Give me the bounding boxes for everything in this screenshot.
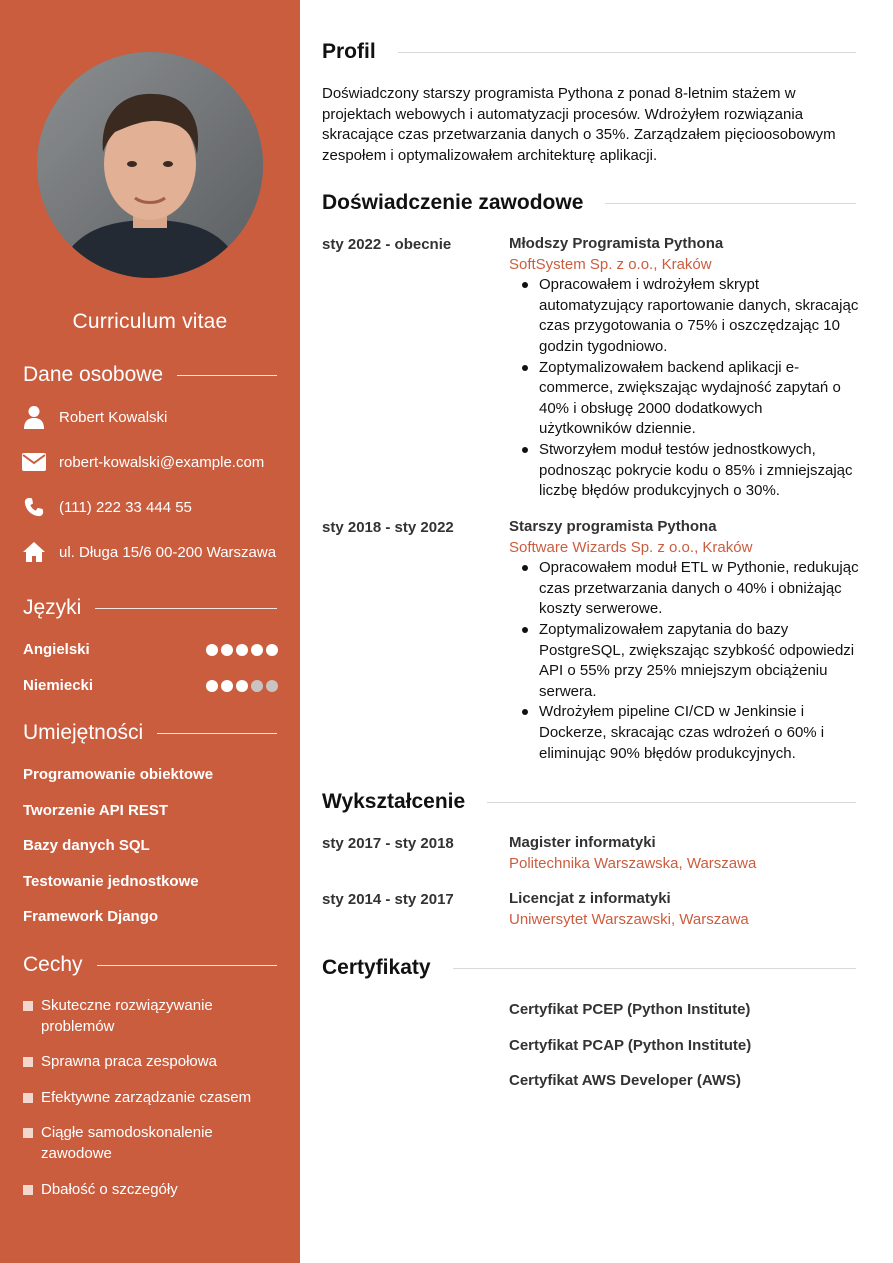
skill-item: Tworzenie API REST xyxy=(23,802,169,819)
education-section-title xyxy=(322,790,856,814)
skill-item: Programowanie obiektowe xyxy=(23,766,214,783)
divider xyxy=(453,968,856,969)
divider xyxy=(95,608,277,609)
language-name: Niemiecki xyxy=(23,677,94,694)
education-date: sty 2014 - sty 2017 xyxy=(322,891,454,908)
achievement-item: Wdrożyłem pipeline CI/CD w Jenkinsie i Dockerze, skracając czas wdrożeń o 60% i eliminując 90% błędów produkcyjnych. xyxy=(509,702,859,764)
contact-address xyxy=(22,540,276,564)
divider xyxy=(487,802,856,803)
square-bullet-icon xyxy=(23,1001,33,1011)
trait-text: Dbałość o szczegóły xyxy=(41,1181,178,1198)
square-bullet-icon xyxy=(23,1128,33,1138)
languages-section-title xyxy=(23,596,277,620)
certificate-item: Certyfikat AWS Developer (AWS) xyxy=(509,1072,741,1089)
trait-text: Skuteczne rozwiązywanie problemów xyxy=(41,997,213,1035)
school: Uniwersytet Warszawski, Warszawa xyxy=(509,910,749,928)
degree: Licencjat z informatyki xyxy=(509,890,671,907)
contact-email-text[interactable]: robert-kowalski@example.com xyxy=(59,453,265,471)
traits-section-title xyxy=(23,953,277,977)
trait-item xyxy=(23,1088,273,1109)
trait-item xyxy=(23,996,273,1037)
skill-item: Testowanie jednostkowe xyxy=(23,873,199,890)
profile-photo xyxy=(37,52,263,278)
divider xyxy=(398,52,856,53)
personal-title-text: Dane osobowe xyxy=(23,363,164,386)
trait-item xyxy=(23,1052,273,1073)
trait-text: Ciągłe samodoskonalenie zawodowe xyxy=(41,1124,213,1162)
experience-entry xyxy=(509,234,859,502)
language-level-dots xyxy=(206,644,278,656)
job-achievements xyxy=(509,275,859,502)
home-icon xyxy=(22,540,46,564)
job-role: Starszy programista Pythona xyxy=(509,518,717,535)
divider xyxy=(157,733,277,734)
phone-icon xyxy=(22,495,46,519)
skills-section-title xyxy=(23,721,277,745)
contact-email[interactable] xyxy=(22,450,264,474)
certificates-title-text: Certyfikaty xyxy=(322,956,431,979)
certificates-section-title xyxy=(322,956,856,980)
language-level-dots xyxy=(206,680,278,692)
skills-title-text: Umiejętności xyxy=(23,721,144,744)
achievement-item: Zoptymalizowałem zapytania do bazy PostgreSQL, zwiększając szybkość odpowiedzi API o 55% przy 25% mniejszym obciążeniu serwera. xyxy=(509,620,859,702)
profile-section-title xyxy=(322,40,856,64)
certificate-item: Certyfikat PCEP (Python Institute) xyxy=(509,1001,751,1018)
square-bullet-icon xyxy=(23,1093,33,1103)
contact-name-text: Robert Kowalski xyxy=(59,408,168,426)
experience-date: sty 2022 - obecnie xyxy=(322,236,452,253)
language-row xyxy=(23,641,278,658)
profile-title-text: Profil xyxy=(322,40,376,63)
personal-section-title xyxy=(23,363,277,387)
level-dot xyxy=(221,644,233,656)
envelope-icon xyxy=(22,450,46,474)
user-icon xyxy=(22,405,46,429)
achievement-item: Opracowałem moduł ETL w Pythonie, redukując czas przetwarzania danych o 40% i obniżając koszty serwerowe. xyxy=(509,558,859,620)
education-entry xyxy=(509,833,859,874)
divider xyxy=(177,375,277,376)
square-bullet-icon xyxy=(23,1185,33,1195)
job-company: SoftSystem Sp. z o.o., Kraków xyxy=(509,255,712,273)
traits-title-text: Cechy xyxy=(23,953,83,976)
trait-text: Sprawna praca zespołowa xyxy=(41,1053,217,1070)
education-title-text: Wykształcenie xyxy=(322,790,466,813)
job-achievements xyxy=(509,558,859,764)
contact-phone-text[interactable]: (111) 222 33 444 55 xyxy=(59,498,192,516)
level-dot xyxy=(236,680,248,692)
skill-item: Bazy danych SQL xyxy=(23,837,150,854)
sidebar xyxy=(0,0,300,1263)
job-role: Młodszy Programista Pythona xyxy=(509,235,724,252)
trait-text: Efektywne zarządzanie czasem xyxy=(41,1089,252,1106)
cv-title: Curriculum vitae xyxy=(72,310,228,333)
language-row xyxy=(23,677,278,694)
level-dot xyxy=(251,644,263,656)
job-company: Software Wizards Sp. z o.o., Kraków xyxy=(509,538,753,556)
level-dot xyxy=(206,644,218,656)
level-dot xyxy=(266,680,278,692)
divider xyxy=(97,965,277,966)
skill-item: Framework Django xyxy=(23,908,159,925)
contact-name xyxy=(22,405,167,429)
level-dot xyxy=(221,680,233,692)
experience-entry xyxy=(509,517,859,764)
contact-phone[interactable] xyxy=(22,495,192,519)
divider xyxy=(605,203,856,204)
education-date: sty 2017 - sty 2018 xyxy=(322,835,454,852)
achievement-item: Opracowałem i wdrożyłem skrypt automatyzujący raportowanie danych, skracając czas przygotowania o 75% i oszczędzając 10 godzin tygodniowo. xyxy=(509,275,859,357)
experience-title-text: Doświadczenie zawodowe xyxy=(322,191,584,214)
school: Politechnika Warszawska, Warszawa xyxy=(509,854,757,872)
contact-address-text: ul. Długa 15/6 00-200 Warszawa xyxy=(59,543,277,561)
level-dot xyxy=(266,644,278,656)
experience-date: sty 2018 - sty 2022 xyxy=(322,519,454,536)
level-dot xyxy=(236,644,248,656)
achievement-item: Stworzyłem moduł testów jednostkowych, podnosząc pokrycie kodu o 85% i zmniejszając liczbę błędów produkcyjnych o 30%. xyxy=(509,440,859,502)
education-entry xyxy=(509,889,859,930)
certificate-item: Certyfikat PCAP (Python Institute) xyxy=(509,1037,752,1054)
profile-summary: Doświadczony starszy programista Pythona z ponad 8-letnim stażem w projektach webowych i automatyzacji procesów. Wdrożyłem rozwiązania skracające czas przetwarzania danych o 35%. Zarządzałem pięcioosobowym zespołem i optymalizowałem architekturę aplikacji. xyxy=(322,85,836,165)
trait-item xyxy=(23,1123,273,1164)
square-bullet-icon xyxy=(23,1057,33,1067)
achievement-item: Zoptymalizowałem backend aplikacji e-commerce, zwiększając wydajność zapytań o 40% i obsługę 2000 dodatkowych użytkowników dziennie. xyxy=(509,358,859,440)
portrait-image xyxy=(37,52,263,278)
experience-section-title xyxy=(322,191,856,215)
level-dot xyxy=(206,680,218,692)
language-name: Angielski xyxy=(23,641,90,658)
level-dot xyxy=(251,680,263,692)
degree: Magister informatyki xyxy=(509,834,656,851)
trait-item xyxy=(23,1180,273,1201)
languages-title-text: Języki xyxy=(23,596,82,619)
